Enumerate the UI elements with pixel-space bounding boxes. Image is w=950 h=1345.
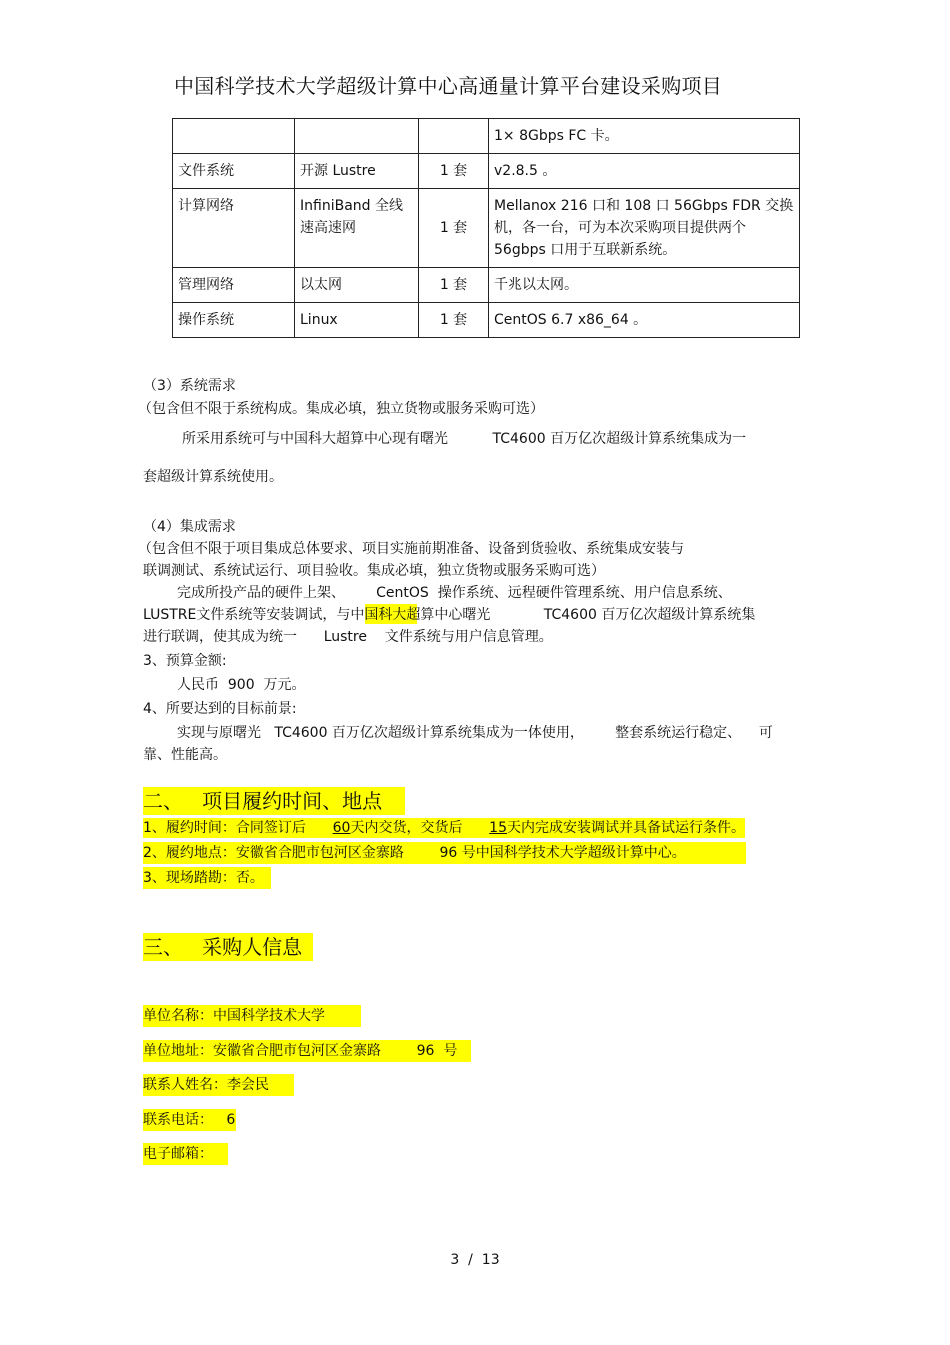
- table-cell-name: 文件系统: [173, 154, 295, 189]
- system-req-line: 所采用系统可与中国科大超算中心现有曙光 TC4600 百万亿次超级计算系统集成为一: [182, 431, 747, 447]
- table-row: [173, 268, 800, 303]
- fulfillment-place: 2、履约地点：安徽省合肥市包河区金寨路 96 号中国科学技术大学超级计算中心。: [143, 842, 746, 864]
- unit-address: 单位地址：安徽省合肥市包河区金寨路 96 号: [143, 1040, 471, 1062]
- table-cell-qty: 1 套: [419, 154, 489, 189]
- integration-req-body: 进行联调，使其成为统一 Lustre 文件系统与用户信息管理。: [143, 629, 553, 645]
- table-cell-qty: 1 套: [419, 268, 489, 303]
- table-cell-type: [295, 119, 419, 154]
- fulfillment-time-pre: 1、履约时间：合同签订后: [143, 820, 306, 836]
- page-title: 中国科学技术大学超级计算中心高通量计算平台建设采购项目: [174, 74, 723, 98]
- table-cell-type: InfiniBand 全线速高速网: [295, 189, 419, 268]
- table-row: [173, 189, 800, 268]
- table-cell-name: [173, 119, 295, 154]
- fulfillment-time-post: 天内完成安装调试并具备试运行条件。: [506, 820, 745, 836]
- table-row: [173, 119, 800, 154]
- budget-heading: 3、预算金额:: [143, 653, 227, 669]
- table-cell-name: 操作系统: [173, 303, 295, 338]
- table-row: [173, 303, 800, 338]
- integration-req-note: （包含但不限于项目集成总体要求、项目实施前期准备、设备到货验收、系统集成安装与: [138, 541, 684, 557]
- contact-email: 电子邮箱：: [143, 1143, 228, 1165]
- section-heading: 二、 项目履约时间、地点: [143, 787, 405, 815]
- spec-table: [172, 118, 800, 338]
- integration-req-note: 联调测试、系统试运行、项目验收。集成必填，独立货物或服务采购可选）: [143, 563, 605, 579]
- table-cell-note: CentOS 6.7 x86_64 。: [489, 303, 800, 338]
- table-cell-note: v2.8.5 。: [489, 154, 800, 189]
- goal-line: 靠、性能高。: [143, 747, 227, 763]
- delivery-days: 60: [332, 820, 351, 836]
- table-cell-qty: 1 套: [419, 189, 489, 268]
- site-survey: 3、现场踏勘：否。: [143, 867, 271, 889]
- table-cell-note: 千兆以太网。: [489, 268, 800, 303]
- goal-line: 实现与原曙光 TC4600 百万亿次超级计算系统集成为一体使用， 整套系统运行稳定、 可: [177, 725, 773, 741]
- table-cell-qty: [419, 119, 489, 154]
- table-cell-name: 计算网络: [173, 189, 295, 268]
- table-cell-type: 以太网: [295, 268, 419, 303]
- integration-req-heading: （4）集成需求: [143, 519, 236, 535]
- table-cell-note: Mellanox 216 口和 108 口 56Gbps FDR 交换机，各一台，可为本次采购项目提供两个 56gbps 口用于互联新系统。: [489, 189, 800, 268]
- integration-req-body: 完成所投产品的硬件上架、 CentOS 操作系统、远程硬件管理系统、用户信息系统、: [177, 585, 732, 601]
- goal-heading: 4、所要达到的目标前景:: [143, 701, 297, 717]
- system-req-note: （包含但不限于系统构成。集成必填，独立货物或服务采购可选）: [138, 401, 544, 417]
- fulfillment-time: [143, 818, 745, 838]
- contact-phone: 联系电话： 6: [143, 1109, 236, 1131]
- contact-name: 联系人姓名：李会民: [143, 1074, 294, 1096]
- integration-req-body: LUSTRE文件系统等安装调试，与中国科大超算中心曙光 TC4600 百万亿次超级计算系统集: [143, 607, 756, 623]
- install-days: 15: [489, 820, 507, 836]
- section-heading: 三、 采购人信息: [143, 933, 313, 961]
- page-number: 3 / 13: [450, 1252, 500, 1268]
- system-req-heading: （3）系统需求: [143, 378, 236, 394]
- table-cell-type: Linux: [295, 303, 419, 338]
- system-req-line: 套超级计算系统使用。: [143, 469, 283, 485]
- fulfillment-time-mid: 天内交货，交货后: [350, 820, 463, 836]
- table-cell-type: 开源 Lustre: [295, 154, 419, 189]
- table-cell-note: 1× 8Gbps FC 卡。: [489, 119, 800, 154]
- budget-value: 人民币 900 万元。: [177, 677, 306, 693]
- table-row: [173, 154, 800, 189]
- unit-name: 单位名称：中国科学技术大学: [143, 1005, 361, 1027]
- table-cell-qty: 1 套: [419, 303, 489, 338]
- table-cell-name: 管理网络: [173, 268, 295, 303]
